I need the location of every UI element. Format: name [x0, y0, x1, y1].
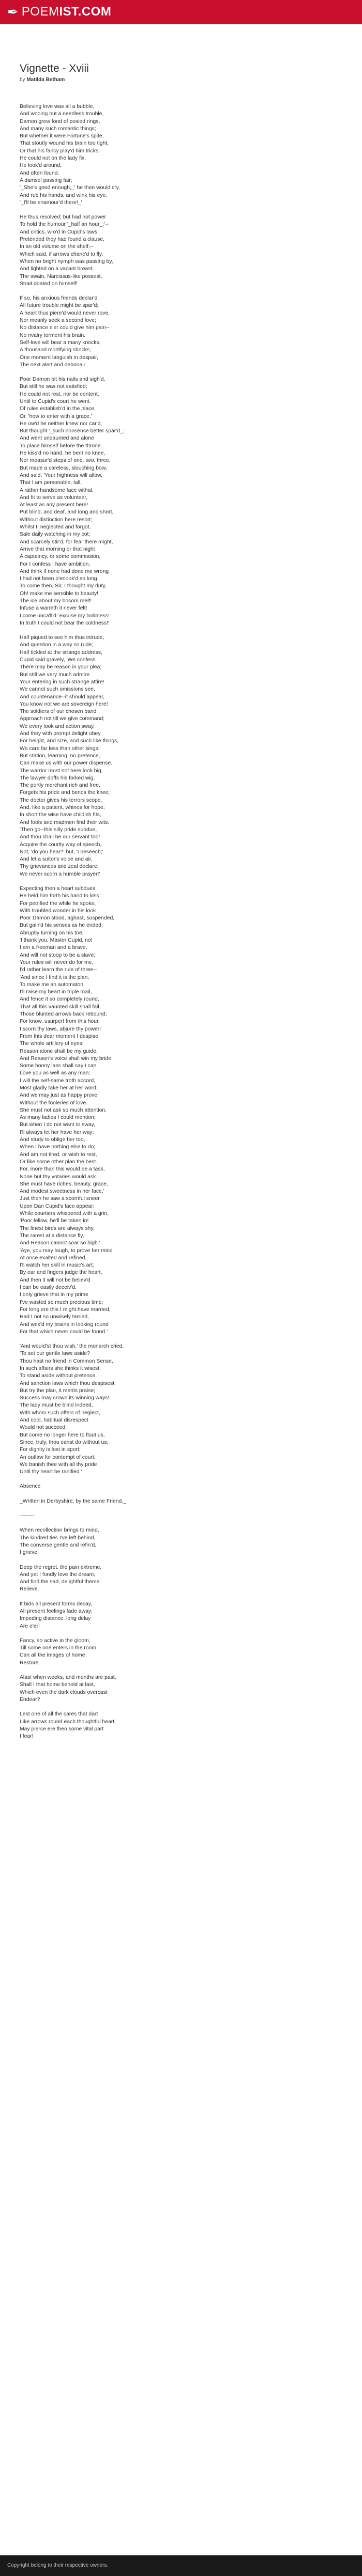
poem-line: And Reason's voice shall win my bride. — [20, 1055, 113, 1061]
poem-line: Not, 'do you hear?' but, 'I beseech;' — [20, 849, 103, 855]
poem-line: In short the wise have childish fits, — [20, 812, 101, 818]
poem-line: 'Aye, you may laugh, to prove her mind — [20, 1247, 113, 1254]
author-link[interactable]: Matilda Betham — [26, 77, 65, 83]
poem-line: The whole artillery of eyes; — [20, 1041, 84, 1047]
poem-line: We every look and action sway, — [20, 723, 95, 729]
poem-line: You know not we are sovereign here! — [20, 701, 108, 707]
poem-line: And modest sweetness in her face,' — [20, 1189, 104, 1195]
stanza — [20, 1527, 342, 1556]
poem-line: Without distinction here resort; — [20, 517, 93, 523]
poem-line: I'll always let her have her way; — [20, 1129, 94, 1135]
poem-line: The warrior must not here look big, — [20, 768, 103, 774]
poem-line: When recollection brings to mind, — [20, 1527, 99, 1534]
poem-line: Till some one enters in the room, — [20, 1645, 98, 1651]
poem-line: To place himself before the throne. — [20, 443, 102, 449]
poem-line: To stand aside without pretence, — [20, 1373, 97, 1379]
byline — [20, 77, 342, 83]
poem-line: None but thy votaries would ask. — [20, 1174, 98, 1180]
poem-line: In such affairs she thinks it wisest, — [20, 1365, 101, 1371]
poem-line: Deep the regret, the pain extreme, — [20, 1564, 102, 1570]
poem-line: Which even the dark clouds overcast — [20, 1689, 108, 1695]
poem-line: That I am personable, tall, — [20, 480, 82, 486]
poem-line: From this dear moment I despise — [20, 1033, 98, 1039]
poem-line: And Reason cannot soar so high.' — [20, 1240, 100, 1246]
poem-line: Just then he saw a scornful sneer — [20, 1196, 100, 1202]
poem-line: A damsel passing fair; — [20, 177, 72, 183]
poem-line: But gain'd his senses as he ended; — [20, 923, 103, 929]
poem-line: For dignity is lost in sport; — [20, 1447, 81, 1453]
poem-line: She must have riches, beauty, grace, — [20, 1181, 108, 1187]
stanza — [20, 1483, 342, 1490]
poem-line: The rarest at a distance fly, — [20, 1232, 84, 1239]
poem-line: And said, 'Your highness will allow, — [20, 472, 102, 478]
poem-line: Upon Dan Cupid's face appear; — [20, 1203, 95, 1209]
poem-line: And wooing but a needless trouble, — [20, 111, 104, 117]
poem-line: Can all the images of home — [20, 1652, 85, 1659]
poem-line: But try the plan, it merits praise; — [20, 1387, 96, 1394]
poem-line: Oh! make me sensible to beauty! — [20, 590, 98, 597]
poem-body — [20, 103, 342, 1740]
poem-line: Sale daily watching in my cot; — [20, 532, 90, 538]
poem-line: '_She's good enough,_' he then would cry, — [20, 185, 120, 191]
poem-line: Lest one of all the cares that dart — [20, 1711, 98, 1718]
poem-line: _Written in Derbyshire, by the same Friend._ — [20, 1498, 126, 1504]
poem-line: I'll raise my heart in triple mail, — [20, 989, 92, 995]
poem-line: I'd rather learn the rule of three-- — [20, 967, 97, 973]
poem-line: In an old volume on the shelf;-- — [20, 244, 94, 250]
poem-line: We banish thee with all thy pride — [20, 1461, 97, 1467]
poem-line: 'Poor fellow, he'll be taken in! — [20, 1218, 89, 1224]
poem-line: Approach not till we give command; — [20, 716, 105, 722]
poem-line: For, more than this would be a task, — [20, 1166, 105, 1173]
poem-line: We cannot such omissions see, — [20, 686, 95, 693]
poem-line: Nor measur'd steps of one, two, three, — [20, 458, 111, 464]
poem-line: And think if none had done me wrong — [20, 568, 109, 574]
poem-line: It bids all present forms decay, — [20, 1601, 93, 1607]
poem-content — [0, 63, 362, 1740]
poem-line: For know, usurper! from this hour, — [20, 1019, 100, 1025]
poem-line: Can make us with our power dispense. — [20, 760, 113, 767]
poem-line: Which said, if arrows chanc'd to fly, — [20, 251, 103, 257]
poem-line: To come then, Sir, I thought my duty, — [20, 583, 107, 589]
stanza — [20, 295, 342, 369]
poem-line: That stoutly wound his brain too tight, — [20, 140, 109, 147]
poem-line: And we may just as happy prove — [20, 1092, 98, 1099]
poem-line: Whilst I, neglected and forgot, — [20, 524, 91, 530]
poem-line: Like arrows round each thoughtful heart, — [20, 1719, 116, 1725]
poem-line: Nor meanly seek a second love; — [20, 318, 96, 324]
stanza — [20, 376, 342, 627]
poem-line: The kindred ties I've left behind, — [20, 1535, 96, 1541]
poem-line: And thou shall be our servant too! — [20, 834, 100, 840]
site-header — [0, 0, 362, 24]
poem-line: I'll watch her skill in music's art; — [20, 1262, 94, 1269]
poem-line: We never scorn a humble prayer!' — [20, 871, 100, 877]
poem-line: Restore. — [20, 1660, 40, 1666]
poem-line: I am a freeman and a brave, — [20, 945, 87, 951]
poem-line: I can be easily deceiv'd. — [20, 1285, 77, 1291]
poem-line: '_I'll be enamour'd there!_' — [20, 199, 82, 206]
poem-line: All future trouble might be spar'd; — [20, 303, 99, 309]
poem-line: Relieve. — [20, 1586, 39, 1593]
poem-line: Reason alone shall be my guide, — [20, 1048, 98, 1054]
poem-line: That all this vaunted skill shall fail, — [20, 1004, 101, 1010]
poem-line: Your entering in such strange attire! — [20, 679, 104, 685]
poem-line: Poor Damon stood, aghast, suspended, — [20, 915, 115, 922]
copyright-notice: Copyright belong to their respective owners. — [7, 2563, 109, 2568]
poem-line: I will the self-same troth accord, — [20, 1078, 96, 1084]
poem-line: And scarcely stir'd, for fear there might, — [20, 539, 113, 545]
stanza — [20, 214, 342, 288]
poem-line: A rather handsome face withal, — [20, 487, 94, 493]
poem-line: Infuse a warmth it never felt! — [20, 605, 87, 612]
stanza — [20, 1498, 342, 1505]
poem-line: All present feelings fade away; — [20, 1609, 93, 1614]
poem-line: 'And would'st thou wish,' the monarch cried, — [20, 1344, 124, 1350]
poem-line: And critics, wro'd in Cupid's laws, — [20, 229, 99, 235]
poem-line: A captaincy, or some commission, — [20, 554, 101, 560]
poem-line: Strait doated on himself! — [20, 280, 78, 287]
poem-line: But whether it were Fortune's spite, — [20, 133, 104, 139]
poem-line: The finest birds are always shy, — [20, 1225, 95, 1231]
poem-line: We care far less than other kings; — [20, 745, 100, 752]
poem-line: For that which never could be found.' — [20, 1329, 108, 1335]
poem-line: Thou hast no friend in Common Sense, — [20, 1358, 113, 1364]
poem-line: And wex'd my brains in looking round — [20, 1321, 109, 1328]
poem-line: 'And since I find it is the plan, — [20, 974, 89, 980]
poem-line: Or, 'how to enter with a grace,' — [20, 413, 92, 419]
poem-line: Acquire the courtly way of speech, — [20, 841, 102, 848]
poem-line: For I confess I have ambition, — [20, 561, 90, 567]
poem-line: I fear! — [20, 1734, 34, 1740]
poem-line: The ice about my bosom melt! — [20, 598, 92, 604]
stanza — [20, 103, 342, 207]
poem-line: 'I thank you, Master Cupid, no! — [20, 938, 93, 944]
poem-line: 'To set our gentle laws aside? — [20, 1351, 90, 1357]
poem-line: He look'd around, — [20, 163, 62, 169]
poem-line: A thousand mortifying shocks; — [20, 347, 92, 353]
poem-line: But still he was not satisfied; — [20, 384, 87, 390]
poem-line: Half piqued to see him thus intrude, — [20, 635, 104, 641]
poem-line: I only grieve that in my prime — [20, 1292, 88, 1298]
poem-line: I scorn thy laws, abjure thy power! — [20, 1026, 101, 1032]
poem-line: And, like a patient, whines for hope; — [20, 805, 105, 811]
poem-line: Self-love will bear a many knocks, — [20, 339, 101, 346]
stanza — [20, 1674, 342, 1704]
poem-line: 'Then go--this silly pride subdue, — [20, 826, 97, 833]
poem-line: Or that his fancy play'd him tricks, — [20, 148, 100, 154]
poem-line: The lady must be blind indeed, — [20, 1402, 93, 1409]
poem-line: I grieve! — [20, 1550, 39, 1556]
poem-line: Put blind, and deaf, and long and short, — [20, 509, 114, 516]
poem-line: But made a careless, slouching bow, — [20, 465, 107, 471]
poem-line: Abruptly turning on his toe, — [20, 930, 84, 936]
poem-line: And rub his hands, and wink his eye, — [20, 192, 108, 198]
poem-line: To make me an automaton, — [20, 981, 85, 988]
poem-line: The soldiers of our chosen band — [20, 709, 97, 715]
poem-line: Those blunted arrows back rebound; — [20, 1011, 107, 1018]
poem-line: I've wasted so much precious time; — [20, 1299, 103, 1305]
poem-line: Half tickled at the strange address, — [20, 649, 102, 655]
site-logo-link[interactable] — [7, 5, 111, 19]
poem-line: And countenance--it should appear, — [20, 694, 105, 700]
poem-line: Absence — [20, 1484, 41, 1490]
poem-line: And sanction laws which thou despisest. — [20, 1380, 116, 1386]
poem-line: And yet I fondly love the dream, — [20, 1571, 96, 1578]
poem-line: But when I do not want to sway, — [20, 1122, 95, 1128]
poem-line: And cool, habitual disrespect — [20, 1417, 88, 1424]
poem-line: For height, and size, and such like things, — [20, 738, 119, 744]
stanza — [20, 1637, 342, 1667]
poem-line: In truth I could not bear the coldness!' — [20, 620, 109, 626]
stanza — [20, 1601, 342, 1630]
poem-line: Love you as well as any man; — [20, 1070, 90, 1076]
poem-line: The portly merchant rich and free, — [20, 783, 100, 789]
poem-line: And lighted on a vacant breast, — [20, 266, 94, 272]
site-name-part: POEM — [21, 5, 59, 19]
poem-line: Until to Cupid's court he went. — [20, 398, 91, 404]
poem-line: He could not on the lady fix. — [20, 155, 86, 162]
poem-line: The converse gentle and refin'd, — [20, 1542, 97, 1548]
site-footer — [0, 2555, 362, 2576]
poem-line: Would not succeed. — [20, 1425, 67, 1431]
poem-line: May pierce ere then some vital part — [20, 1726, 104, 1732]
site-name-part: IST.COM — [59, 5, 112, 19]
poem-title: Vignette - Xviii — [20, 63, 89, 74]
poem-line: Expecting then a heart subdues, — [20, 885, 97, 892]
site-name — [22, 5, 112, 19]
poem-line: To hold the humour '_half an hour_;'-- — [20, 222, 109, 228]
poem-line: He ow'd he neither knew nor car'd, — [20, 420, 102, 427]
poem-line: Success may crown its winning ways! — [20, 1395, 110, 1401]
poem-line: At once exalted and refined, — [20, 1255, 87, 1261]
poem-line: One moment languish in despair, — [20, 354, 98, 361]
poem-line: I had not been o'erlook'd so long. — [20, 576, 99, 582]
poem-line: By ear and fingers judge the heart, — [20, 1270, 102, 1276]
poem-line: And then it will not be believ'd — [20, 1277, 90, 1283]
poem-line: And they with prompt delight obey. — [20, 731, 102, 737]
poem-line: Of rules establish'd in the place, — [20, 406, 96, 412]
poem-line: Most gladly take her at her word; — [20, 1085, 98, 1091]
poem-line: With troubled wonder in his look — [20, 908, 96, 914]
poem-line: Some bonny lass shall say I can — [20, 1063, 97, 1069]
poem-line: For petrified the while he spoke, — [20, 900, 96, 907]
poem-line: A heart thus piere'd would never rove, — [20, 310, 110, 316]
poem-line: While courtiers whispered with a grin, — [20, 1211, 109, 1217]
stanza — [20, 885, 342, 1336]
poem-line: Shall I that home behold at last, — [20, 1682, 95, 1688]
stanza — [20, 1512, 342, 1520]
poem-line: I come unca'll'd: excuse my boldness! — [20, 613, 110, 619]
poem-line: When no bright nymph was passing by, — [20, 258, 113, 264]
poem-line: Are o'er! — [20, 1623, 40, 1629]
poem-line: No rivalry torment his brain. — [20, 332, 86, 338]
poem-line: And let a suitor's voice and air, — [20, 856, 93, 863]
poem-line: And went undaunted and alone — [20, 435, 94, 442]
poem-line: And often found, — [20, 170, 59, 176]
quill-icon: ✒ — [7, 4, 19, 20]
poem-line: And question in a way so rude; — [20, 642, 94, 648]
poem-line: -------- — [20, 1513, 34, 1519]
poem-line: And many such romantic things; — [20, 126, 96, 132]
poem-line: If so, his anxious friends declar'd — [20, 295, 98, 302]
poem-line: There may be reason in your plea; — [20, 664, 102, 670]
poem-line: With whom such offers of neglect, — [20, 1410, 100, 1416]
poem-line: But still we very much admire — [20, 672, 90, 678]
poem-line: As many ladies I could mention; — [20, 1115, 96, 1121]
poem-line: He could not rest, nor be content, — [20, 391, 99, 397]
poem-line: The lawyer doffs his forked wig, — [20, 775, 95, 781]
poem-line: And will not stoop to be a slave; — [20, 952, 96, 958]
poem-line: The next alert and debonair. — [20, 362, 87, 368]
poem-line: And study to oblige her too, — [20, 1137, 85, 1143]
poem-line: Your rules will never do for me, — [20, 959, 94, 965]
poem-line: Alas! when weeks, and months are past, — [20, 1675, 116, 1681]
poem-line: And fools and madmen find their wits. — [20, 819, 110, 825]
poem-line: When I have nothing else to do; — [20, 1144, 96, 1150]
poem-line: Fancy, so active in the gloom, — [20, 1637, 90, 1644]
poem-line: Without the fooleries of love. — [20, 1100, 88, 1106]
poem-line: Pretended they had found a clause, — [20, 237, 105, 243]
poem-line: But thought '_such nonsense better spar'd_,' — [20, 428, 126, 434]
poem-line: Forgets his pride and bends the knee; — [20, 790, 110, 796]
poem-line: But come no longer here to flout us, — [20, 1432, 105, 1438]
poem-line: For long ere this I might have married, — [20, 1306, 111, 1313]
poem-line: The doctor gives his terrors scope, — [20, 797, 102, 803]
poem-line: And fit to serve as volunteer, — [20, 494, 88, 501]
poem-line: And am not tired, or wish to rest, — [20, 1151, 97, 1158]
poem-line: Impeding distance, long delay — [20, 1616, 91, 1622]
stanza — [20, 1564, 342, 1594]
stanza — [20, 1711, 342, 1740]
poem-line: Until thy heart be ranified.' — [20, 1469, 82, 1475]
poem-line: But station, learning, no pretence, — [20, 753, 100, 759]
stanza — [20, 634, 342, 878]
poem-line: She must not ask so much attention, — [20, 1107, 107, 1113]
poem-line: Believing love was all a bubble, — [20, 104, 95, 110]
poem-line: Thy grievances and zeal declare, — [20, 864, 99, 870]
poem-line: Arrive that morning or that night — [20, 546, 95, 552]
poem-line: He held him forth his hand to kiss; — [20, 893, 101, 899]
poem-line: Or like some other plan the best. — [20, 1159, 98, 1165]
poem-line: Damon grew fond of posied rings, — [20, 118, 100, 124]
poem-line: An outlaw for contempt of court; — [20, 1454, 96, 1460]
poem-line: And fence it so completely round, — [20, 996, 99, 1003]
byline-prefix: by — [20, 77, 25, 83]
stanza — [20, 1343, 342, 1476]
poem-line: He kiss'd no hand, he bent no knee, — [20, 450, 105, 457]
poem-line: At least as any present here! — [20, 502, 88, 508]
poem-line: No distance e'er could give him pain-- — [20, 325, 110, 331]
poem-line: Had I not so unwisely tarried, — [20, 1314, 89, 1320]
poem-line: And find the sad, delightful theme — [20, 1579, 100, 1585]
poem-line: Endear? — [20, 1696, 40, 1703]
poem-line: The swain, Narcissus-like possest, — [20, 273, 102, 279]
poem-line: Cupid said gravely, 'We confess — [20, 657, 96, 663]
poem-line: He thus resolved; but had not power — [20, 214, 106, 221]
poem-line: Since, truly, thou canst do without us; — [20, 1439, 109, 1445]
poem-line: Poor Damon bit his nails and sigh'd, — [20, 377, 105, 383]
